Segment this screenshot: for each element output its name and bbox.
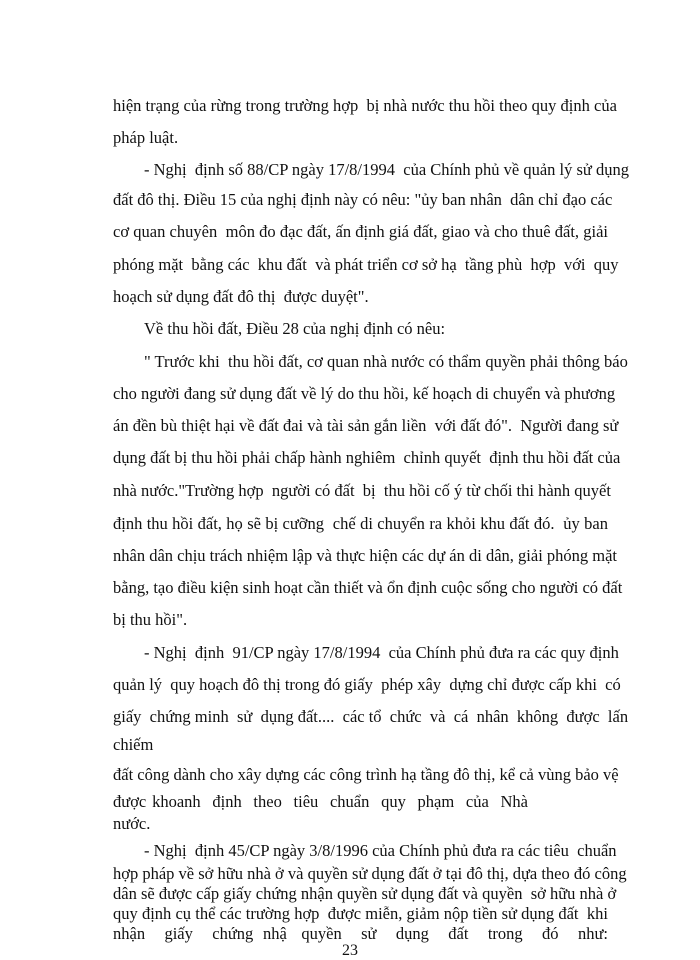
text-line: bằng, tạo điều kiện sinh hoạt cần thiết và ổn định cuộc sống cho người có đất — [113, 578, 623, 597]
page-number: 23 — [342, 942, 358, 959]
text-line: Về thu hồi đất, Điều 28 của nghị định có nêu: — [144, 319, 446, 338]
text-line: án đền bù thiệt hại về đất đai và tài sản gắn liền với đất đó". Người đang sử — [113, 416, 619, 435]
text-line: nhân dân chịu trách nhiệm lập và thực hiện các dự án di dân, giải phóng mặt — [113, 546, 618, 565]
text-line: chiếm — [113, 735, 154, 754]
text-line: - Nghị định 91/CP ngày 17/8/1994 của Chính phủ đưa ra các quy định — [144, 643, 619, 662]
text-line: được khoanh định theo tiêu chuẩn quy phạm của Nhà — [113, 792, 528, 811]
text-line: nhận giấy chứng nhậ quyền sử dụng đất trong đó như: — [113, 924, 608, 943]
text-line: pháp luật. — [113, 128, 179, 147]
text-line: đất đô thị. Điều 15 của nghị định này có nêu: "ủy ban nhân dân chỉ đạo các — [113, 190, 613, 209]
text-line: đất công dành cho xây dựng các công trình hạ tầng đô thị, kể cả vùng bảo vệ — [113, 765, 619, 784]
text-line: dụng đất bị thu hồi phải chấp hành nghiêm chỉnh quyết định thu hồi đất của — [113, 448, 621, 467]
text-line: quản lý quy hoạch đô thị trong đó giấy phép xây dựng chỉ được cấp khi có — [113, 675, 621, 694]
text-line: - Nghị định 45/CP ngày 3/8/1996 của Chính phủ đưa ra các tiêu chuẩn — [144, 841, 617, 860]
text-line: hợp pháp về sở hữu nhà ở và quyền sử dụng đất ở tại đô thị, dựa theo đó công — [113, 864, 627, 883]
text-line: phóng mặt bằng các khu đất và phát triển cơ sở hạ tầng phù hợp với quy — [113, 255, 619, 274]
text-line: hoạch sử dụng đất đô thị được duyệt". — [113, 287, 369, 306]
text-line: quy định cụ thể các trường hợp được miễn, giảm nộp tiền sử dụng đất khi — [113, 904, 608, 923]
text-line: cho người đang sử dụng đất về lý do thu hồi, kế hoạch di chuyển và phương — [113, 384, 616, 403]
text-line: nhà nước."Trường hợp người có đất bị thu hồi cố ý từ chối thi hành quyết — [113, 481, 611, 500]
text-line: giấy chứng minh sử dụng đất.... các tổ chức và cá nhân không được lấn — [113, 707, 629, 726]
text-line: bị thu hồi". — [113, 610, 188, 629]
text-line: dân sẽ được cấp giấy chứng nhận quyền sử dụng đất và quyền sở hữu nhà ở — [113, 884, 617, 903]
text-line: định thu hồi đất, họ sẽ bị cưỡng chế di chuyển ra khỏi khu đất đó. ủy ban — [113, 514, 608, 533]
text-line: - Nghị định số 88/CP ngày 17/8/1994 của Chính phủ về quản lý sử dụng — [144, 160, 629, 179]
text-line: cơ quan chuyên môn đo đạc đất, ấn định giá đất, giao và cho thuê đất, giải — [113, 222, 608, 241]
text-line: nước. — [113, 814, 151, 833]
text-line: hiện trạng của rừng trong trường hợp bị nhà nước thu hồi theo quy định của — [113, 96, 617, 115]
text-line: " Trước khi thu hồi đất, cơ quan nhà nước có thẩm quyền phải thông báo — [144, 352, 628, 371]
